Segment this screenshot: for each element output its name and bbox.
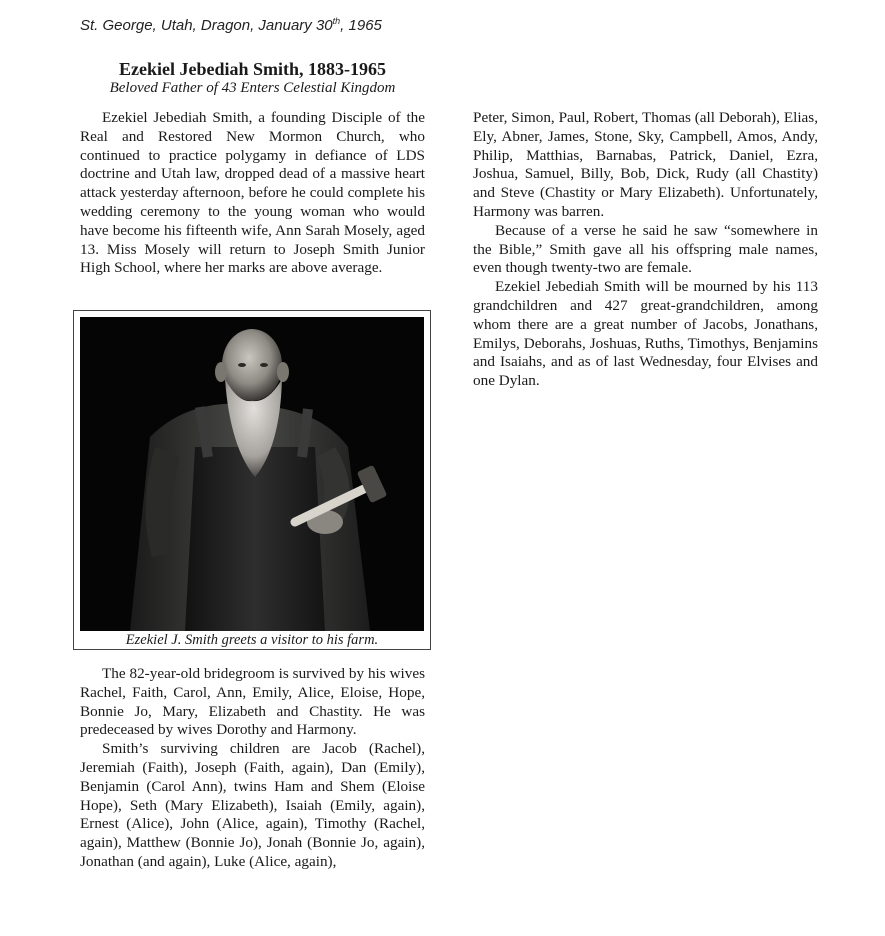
photo-caption: Ezekiel J. Smith greets a visitor to his farm. — [125, 632, 379, 648]
photo — [80, 317, 424, 631]
dateline-year: , 1965 — [340, 17, 382, 34]
paragraph: Because of a verse he said he saw “somewhere in the Bible,” Smith gave all his offspring male names, even though twenty-two are female. — [473, 221, 818, 277]
dateline-prefix: St. George, Utah, Dragon, January 30 — [80, 17, 333, 34]
paragraph: Ezekiel Jebediah Smith, a founding Disciple of the Real and Restored New Mormon Church, who continued to practice polygamy in defiance of LDS doctrine and Utah law, dropped dead of a massive heart attack yesterday afternoon, before he could complete his wedding ceremony to the young woman who would have become his fifteenth wife, Ann Sarah Mosely, aged 13. Miss Mosely will return to Joseph Smith Junior High School, where her marks are above average. — [80, 109, 425, 277]
subhead: Beloved Father of 43 Enters Celestial Kingdom — [109, 80, 396, 96]
right-column — [473, 109, 818, 391]
photo-frame — [73, 310, 431, 650]
photo-illustration — [80, 317, 424, 631]
paragraph: Smith’s surviving children are Jacob (Rachel), Jeremiah (Faith), Joseph (Faith, again), Dan (Emily), Benjamin (Carol Ann), twins Ham and Shem (Eloise Hope), Seth (Mary Elizabeth), Isaiah (Emily, again), Ernest (Alice), John (Alice, again), Timothy (Rachel, again), Matthew (Bonnie Jo), Jonah (Bonnie Jo, again), Jonathan (and again), Luke (Alice, again), — [80, 740, 425, 870]
left-column-bottom — [80, 665, 425, 872]
paragraph: Peter, Simon, Paul, Robert, Thomas (all Deborah), Elias, Ely, Abner, James, Stone, Sky, Campbell, Amos, Andy, Philip, Matthias, Barnabas, Patrick, Daniel, Ezra, Joshua, Samuel, Billy, Bob, Dick, Rudy (all Chastity) and Steve (Chastity or Mary Elizabeth). Unfortunately, Harmony was barren. — [473, 109, 818, 220]
paragraph: The 82-year-old bridegroom is survived by his wives Rachel, Faith, Carol, Ann, Emily, Alice, Eloise, Hope, Bonnie Jo, Mary, Elizabeth and Chastity. He was predeceased by wives Dorothy and Harmony. — [80, 665, 425, 739]
headline: Ezekiel Jebediah Smith, 1883-1965 — [118, 59, 386, 79]
dateline-suffix: th — [332, 16, 341, 26]
left-column-top — [80, 109, 425, 278]
dateline — [80, 16, 382, 34]
paragraph: Ezekiel Jebediah Smith will be mourned by his 113 grandchildren and 427 great-grandchildren, among whom there are a great number of Jacobs, Jonathans, Emilys, Deborahs, Joshuas, Ruths, Timothys, Benjamins and Isaiahs, and as of last Wednesday, four Elvises and one Dylan. — [473, 278, 818, 390]
